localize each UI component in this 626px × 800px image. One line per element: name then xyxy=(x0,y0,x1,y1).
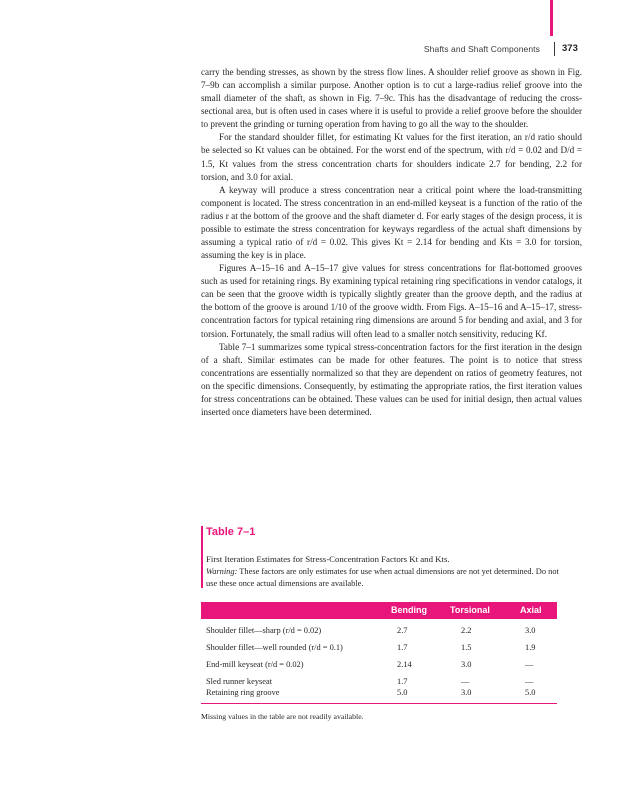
running-header-title: Shafts and Shaft Components xyxy=(423,44,540,54)
row-label: End-mill keyseat (r/d = 0.02) xyxy=(206,660,304,669)
table-caption: First Iteration Estimates for Stress-Concentration Factors Kt and Kts. xyxy=(206,554,450,564)
table-header-row xyxy=(201,602,557,619)
table-number: Table 7–1 xyxy=(206,526,256,538)
axial-value: 3.0 xyxy=(525,626,536,635)
torsional-value: 1.5 xyxy=(461,643,472,652)
axial-value: 1.9 xyxy=(525,643,536,652)
header-accent-bar xyxy=(550,0,553,36)
column-header-torsional: Torsional xyxy=(450,605,490,615)
torsional-value: 2.2 xyxy=(461,626,472,635)
column-header-bending: Bending xyxy=(391,605,427,615)
warning-text: These factors are only estimates for use when actual dimensions are not yet determined. Do not use these once actual dimensions are available. xyxy=(206,567,559,588)
paragraph: A keyway will produce a stress concentration near a critical point where the load-transmitting component is located. The stress concentration in an end-milled keyseat is a function of the ratio of the radius r at the bottom of the groove and the shaft diameter d. For early stages of the design process, it is possible to estimate the stress concentration for keyways regardless of the actual shaft dimensions by assuming a typical ratio of r/d = 0.02. This gives Kt = 2.14 for bending and Kts = 3.0 for torsion, assuming the key is in place. xyxy=(201,184,582,261)
torsional-value: 3.0 xyxy=(461,660,472,669)
bending-value: 5.0 xyxy=(397,688,408,697)
bending-value: 1.7 xyxy=(397,677,408,686)
running-header xyxy=(0,44,626,64)
bending-value: 2.14 xyxy=(397,660,412,669)
axial-value: — xyxy=(525,677,534,686)
row-label: Sled runner keyseat xyxy=(206,677,273,686)
table-row xyxy=(201,686,557,703)
bending-value: 2.7 xyxy=(397,626,408,635)
axial-value: — xyxy=(525,660,534,669)
table-bottom-rule xyxy=(201,703,557,704)
torsional-value: 3.0 xyxy=(461,688,472,697)
row-label: Retaining ring groove xyxy=(206,688,280,697)
paragraph: Table 7–1 summarizes some typical stress-concentration factors for the first iteration in the design of a shaft. Similar estimates can be made for other features. The point is to notice that stress concentrations are essentially normalized so that they are dependent on ratios of geometry features, not on the specific dimensions. Consequently, by estimating the appropriate ratios, the first iteration values for stress concentrations can be obtained. These values can be used for initial design, then actual values inserted once diameters have been determined. xyxy=(201,341,582,418)
table-row xyxy=(201,658,557,675)
table-row xyxy=(201,624,557,641)
paragraph: Figures A–15–16 and A–15–17 give values for stress concentrations for flat-bottomed grooves such as used for retaining rings. By examining typical retaining ring specifications in vendor catalogs, it can be seen that the groove width is typically slightly greater than the groove depth, and the radius at the bottom of the groove is around 1/10 of the groove width. From Figs. A–15–16 and A–15–17, stress-concentration factors for typical retaining ring dimensions are around 5 for bending and axial, and 3 for torsion. Fortunately, the small radius will often lead to a smaller notch sensitivity, reducing Kf. xyxy=(201,263,582,339)
torsional-value: — xyxy=(461,677,470,686)
warning-label: Warning: xyxy=(206,567,238,576)
table-row xyxy=(201,641,557,658)
table-warning xyxy=(206,566,566,590)
table-accent-rule xyxy=(201,526,203,588)
paragraph: carry the bending stresses, as shown by the stress flow lines. A shoulder relief groove as shown in Fig. 7–9b can accomplish a similar purpose. Another option is to cut a large-radius relief groove into the small diameter of the shaft, as shown in Fig. 7–9c. This has the disadvantage of reducing the cross-sectional area, but is often used in cases where it is useful to provide a relief groove before the shoulder to prevent the grinding or turning operation from having to go all the way to the shoulder. xyxy=(201,67,582,130)
table-footnote: Missing values in the table are not readily available. xyxy=(201,712,364,721)
row-label: Shoulder fillet—well rounded (r/d = 0.1) xyxy=(206,643,343,652)
page-number: 373 xyxy=(562,43,578,54)
column-header-axial: Axial xyxy=(520,605,542,615)
paragraph: For the standard shoulder fillet, for estimating Kt values for the first iteration, an r/d ratio should be selected so Kt values can be obtained. For the worst end of the spectrum, with r/d = 0.02 and D/d = 1.5, Kt values from the stress concentration charts for shoulders indicate 2.7 for bending, 2.2 for torsion, and 3.0 for axial. xyxy=(201,132,582,182)
axial-value: 5.0 xyxy=(525,688,536,697)
body-text xyxy=(201,66,582,419)
row-label: Shoulder fillet—sharp (r/d = 0.02) xyxy=(206,626,322,635)
header-separator xyxy=(554,42,555,56)
bending-value: 1.7 xyxy=(397,643,408,652)
